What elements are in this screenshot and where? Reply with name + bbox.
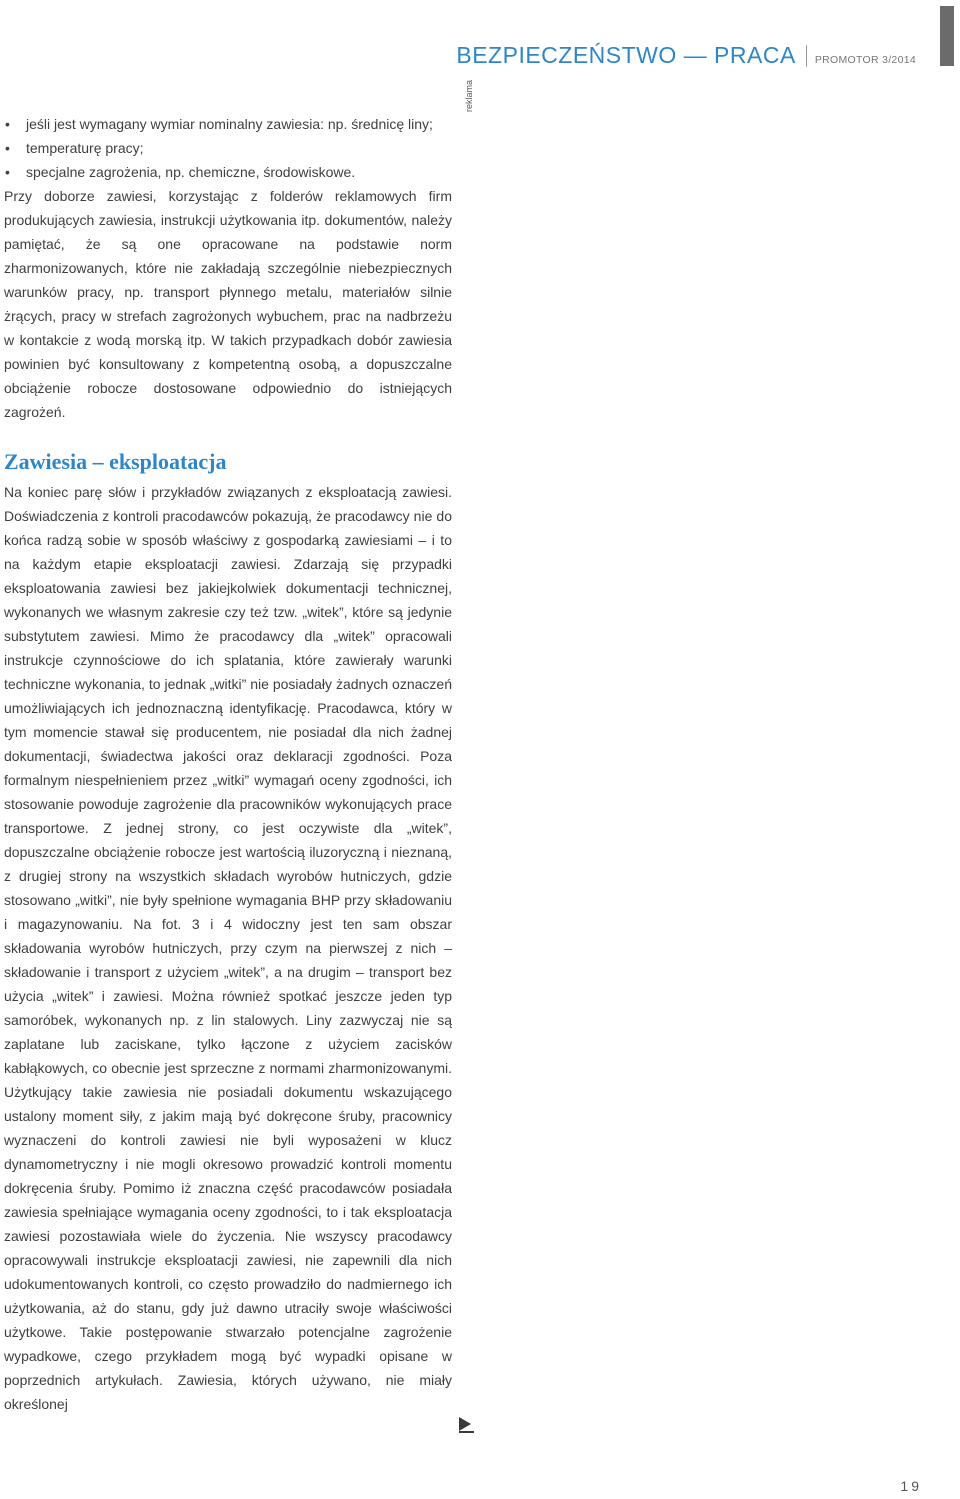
page-header <box>456 42 916 69</box>
header-divider <box>806 45 807 67</box>
issue-label: PROMOTOR 3/2014 <box>814 54 916 66</box>
bullet-icon: • <box>5 164 10 180</box>
paragraph-eksploatacja: Na koniec parę słów i przykładów związanych z eksploatacją zawiesi. Doświadczenia z kontroli pracodawców pokazują, że pracodawcy nie do końca radzą sobie w sposób właściwy z gospodarką zawiesiami – i to na każdym etapie eksploatacji zawiesi. Zdarzają się przypadki eksploatowania zawiesi bez jakiejkolwiek dokumentacji technicznej, wykonanych we własnym zakresie czy też tzw. „witek”, które są jedynie substytutem zawiesi. Mimo że pracodawcy dla „witek” opracowali instrukcje czynnościowe do ich splatania, które zawierały warunki techniczne wykonania, to jednak „witki” nie posiadały żadnych oznaczeń umożliwiających ich jednoznaczną identyfikację. Pracodawca, który w tym momencie stawał się producentem, nie posiadał dla nich żadnej dokumentacji, świadectwa jakości oraz deklaracji zgodności. Poza formalnym niespełnieniem przez „witki” wymagań oceny zgodności, ich stosowanie powoduje zagrożenie dla pracowników wykonujących prace transportowe. Z jednej strony, co jest oczywiste dla „witek”, dopuszczalne obciążenie robocze jest wartością iluzoryczną i nieznaną, z drugiej strony na wszystkich składach wyrobów hutniczych, gdzie stosowano „witki”, nie były spełnione wymagania BHP przy składowaniu i magazynowaniu. Na fot. 3 i 4 widoczny jest ten sam obszar składowania wyrobów hutniczych, przy czym na pierwszej z nich – składowanie i transport z użyciem „witek”, a na drugim – transport bez użycia „witek” i zawiesi. Można również spotkać jeszcze jeden typ samoróbek, wykonanych np. z lin stalowych. Liny zazwyczaj nie są zaplatane lub zaciskane, tylko łączone z użyciem zacisków kabłąkowych, co obecnie jest sprzeczne z normami zharmonizowanymi. Użytkujący takie zawiesia nie posiadali dokumentu wskazującego ustalony moment siły, z jakim mają być dokręcone śruby, pracownicy wyznaczeni do kontroli zawiesi nie byli wyposażeni w klucz dynamometryczny i nie mogli okresowo prowadzić kontroli momentu dokręcenia śruby. Pomimo iż znaczna część pracodawców posiadała zawiesia spełniające wymagania oceny zgodności, to i tak eksploatacja zawiesi pozostawiała wiele do życzenia. Nie wszyscy pracodawcy opracowywali instrukcje eksploatacji zawiesi, nie zapewnili dla nich udokumentowanych kontroli, co często prowadziło do nadmiernego ich użytkowania, aż do stanu, gdy już dawno utraciły swoje właściwości użytkowe. Takie postępowanie stwarzało potencjalne zagrożenie wypadkowe, czego przykładem mogą być wypadki opisane w poprzednich artykułach. Zawiesia, których używano, nie miały określonej <box>4 484 452 1412</box>
advertisement-label: reklama <box>464 79 474 112</box>
bullet-list <box>4 112 452 184</box>
continue-arrow-icon <box>459 1417 471 1431</box>
section-heading: Zawiesia – eksploatacja <box>4 449 227 474</box>
bullet-icon: • <box>5 116 10 132</box>
article-body <box>4 112 452 1416</box>
list-item: • temperaturę pracy; <box>4 136 452 160</box>
paragraph-doboru: Przy doborze zawiesi, korzystając z folderów reklamowych firm produkujących zawiesia, instrukcji użytkowania itp. dokumentów, należy pamiętać, że są one opracowane na podstawie norm zharmonizowanych, które nie zakładają szczególnie niebezpiecznych warunków pracy, np. transport płynnego metalu, materiałów silnie żrących, pracy w strefach zagrożonych wybuchem, prac na nadbrzeżu w kontakcie z wodą morską itp. W takich przypadkach dobór zawiesia powinien być konsultowany z kompetentną osobą, a dopuszczalne obciążenie robocze dostosowane odpowiednio do istniejących zagrożeń. <box>4 188 452 420</box>
list-item: • jeśli jest wymagany wymiar nominalny zawiesia: np. średnicę liny; <box>4 112 452 136</box>
section-title: BEZPIECZEŃSTWO — PRACA <box>456 42 796 68</box>
accent-bar <box>940 6 954 66</box>
list-item: • specjalne zagrożenia, np. chemiczne, środowiskowe. <box>4 160 452 184</box>
page-number: 19 <box>900 1478 922 1494</box>
bullet-icon: • <box>5 140 10 156</box>
